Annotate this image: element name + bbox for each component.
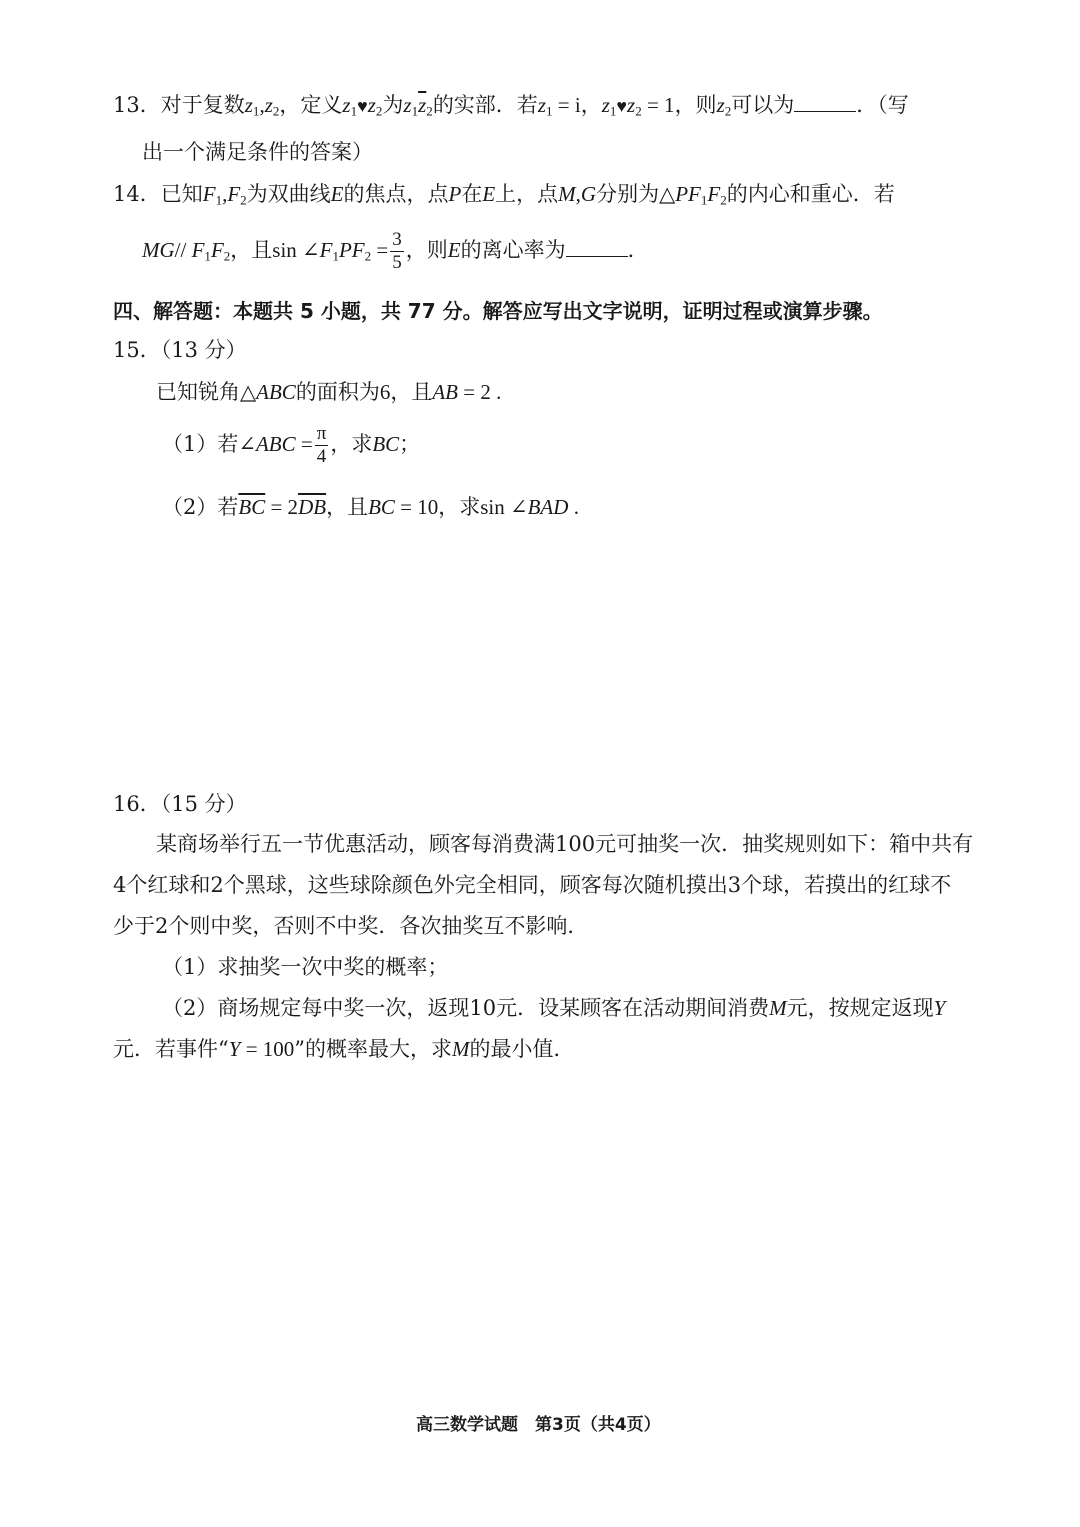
- q15-math-sinBAD: sin ∠BAD .: [480, 495, 579, 519]
- q16-header-text: 16．（15 分）: [113, 792, 247, 816]
- q15-math-vector: $\overline{BC} = 2\overline{DB}$: [238, 495, 327, 519]
- q16-header: [113, 792, 247, 817]
- q16-math-Y: Y: [933, 996, 946, 1020]
- q13-text-f: ，则: [674, 93, 717, 117]
- q14-math-parallel: MG// $F_1F_2$: [142, 237, 231, 264]
- q15-header: [113, 338, 247, 363]
- q15-stem: [156, 380, 501, 405]
- q16-part1: [162, 955, 448, 980]
- q14-text-b: 为双曲线: [246, 182, 331, 206]
- q14-text2-c: 的离心率为: [460, 237, 566, 262]
- q14-math-triangle: $PF_1F_2$: [675, 182, 727, 208]
- q16-line1: [156, 832, 973, 857]
- q14-math-E: E: [330, 182, 344, 206]
- q13-text-b: ，定义: [279, 93, 343, 117]
- q16-line2: [113, 873, 951, 898]
- q14-line2: [142, 230, 649, 273]
- q16-part2-a: （2）商场规定每中奖一次，返现10元．设某顾客在活动期间消费: [162, 996, 770, 1020]
- q14-math-E3: E: [447, 237, 461, 262]
- q13-text-c: 为: [382, 93, 404, 117]
- q14-math-E2: E: [482, 182, 496, 206]
- page-footer: [416, 1415, 661, 1435]
- q15-part1-b: ，求: [330, 431, 373, 456]
- q15-math-BC: BC: [372, 431, 400, 456]
- q13-math-z2: $z_2$: [716, 93, 732, 119]
- q13-math-z1-eq-i: $z_1 = i$: [537, 93, 581, 119]
- q13-math-op: $z_1♥z_2$: [342, 93, 383, 119]
- section4-heading: [113, 299, 883, 323]
- page-footer-text: 高三数学试题 第3页（共4页）: [416, 1415, 661, 1435]
- q14-text-f: 分别为△: [596, 182, 676, 206]
- q14-math-P: P: [448, 182, 462, 206]
- q14-text2-a: ，且: [230, 237, 273, 262]
- q16-line3-text: 少于2个则中奖，否则不中奖．各次抽奖互不影响．: [113, 914, 589, 938]
- q15-stem-a: 已知锐角△: [156, 380, 257, 404]
- q15-stem-c: ，且: [390, 380, 433, 404]
- section4-heading-text: 四、解答题：本题共 5 小题，共 77 分。解答应写出文字说明，证明过程或演算步骤。: [113, 299, 883, 323]
- q13-text-h: ．（写: [856, 93, 909, 117]
- q15-stem-b: 的面积为: [295, 380, 380, 404]
- q14-text-c: 的焦点，点: [343, 182, 449, 206]
- q16-part2-line2: [113, 1037, 575, 1062]
- q16-math-M: M: [769, 996, 787, 1020]
- q14-text-d: 在: [461, 182, 483, 206]
- q13-line2: [142, 140, 373, 165]
- q13-text-g: 可以为: [731, 93, 795, 117]
- q14-text-a: 14．已知: [113, 182, 203, 206]
- q15-part1-a: （1）若∠: [162, 431, 256, 456]
- q16-part2-line2-c: 的最小值．: [469, 1037, 575, 1061]
- q13-text-e: ，: [580, 93, 602, 117]
- q14-math-f1f2: $F_1,F_2$: [202, 182, 247, 208]
- q14-fraction: $\frac{3}{5}$: [392, 229, 402, 273]
- q14-line1: 14．已知$F_1,F_2$为双曲线E的焦点，点P在E上，点M,G分别为$\triangle PF_1F_2$的内心和重心．若: [113, 182, 895, 208]
- q14-text-g: 的内心和重心．若: [726, 182, 895, 206]
- q16-line2-text: 4个红球和2个黑球，这些球除颜色外完全相同，顾客每次随机摸出3个球，若摸出的红球不: [113, 873, 952, 897]
- q16-math-M2: M: [452, 1037, 470, 1061]
- q15-math-angle: ABC =: [255, 431, 313, 456]
- q16-part2-line2-a: 元．若事件“: [113, 1037, 229, 1061]
- q16-line1-text: 某商场举行五一节优惠活动，顾客每消费满100元可抽奖一次．抽奖规则如下：箱中共有: [156, 832, 974, 856]
- q15-math-AB: AB = 2 .: [432, 380, 502, 404]
- q13-math-z1z2: $z_1,z_2$: [244, 93, 280, 119]
- q15-math-6: 6: [379, 380, 391, 404]
- q13-math-product: $z_1\overline{z}_2$: [403, 93, 433, 119]
- q15-part2-a: （2）若: [162, 495, 239, 519]
- q16-part2-line2-b: ”的概率最大，求: [294, 1037, 453, 1061]
- q14-answer-blank[interactable]: [566, 255, 628, 257]
- q15-part1-c: ；: [399, 431, 421, 456]
- q15-part1: [162, 424, 420, 467]
- q13-math-op-eq-1: $z_1♥z_2 = 1$: [601, 93, 675, 119]
- q15-part2: [162, 495, 579, 520]
- q15-math-ABC: ABC: [256, 380, 296, 404]
- q14-math-sin: $\sin \angle F_1PF_2$ =: [272, 237, 389, 264]
- q15-fraction: $\frac{\pi}{4}$: [316, 423, 327, 467]
- q16-math-Y100: Y = 100: [228, 1037, 295, 1061]
- q13-text-a: 13．对于复数: [113, 93, 245, 117]
- q13-line1: [113, 93, 909, 118]
- q13-text-line2: 出一个满足条件的答案）: [142, 140, 373, 164]
- q13-text-d: 的实部．若: [432, 93, 538, 117]
- q16-part1-text: （1）求抽奖一次中奖的概率；: [162, 955, 449, 979]
- q14-text-e: 上，点: [495, 182, 559, 206]
- q13-answer-blank[interactable]: [794, 110, 856, 112]
- q14-text2-b: ，则: [405, 237, 448, 262]
- q15-part2-c: ，求: [438, 495, 481, 519]
- q14-math-MG: M: [558, 182, 576, 206]
- q16-part2: [162, 996, 945, 1021]
- q14-text2-d: ．: [627, 237, 649, 262]
- q16-part2-b: 元，按规定返现: [786, 996, 934, 1020]
- q16-line3: [113, 914, 588, 939]
- q15-part2-b: ，且: [326, 495, 369, 519]
- q15-header-text: 15．（13 分）: [113, 338, 247, 362]
- q15-math-BC10: BC = 10: [368, 495, 439, 519]
